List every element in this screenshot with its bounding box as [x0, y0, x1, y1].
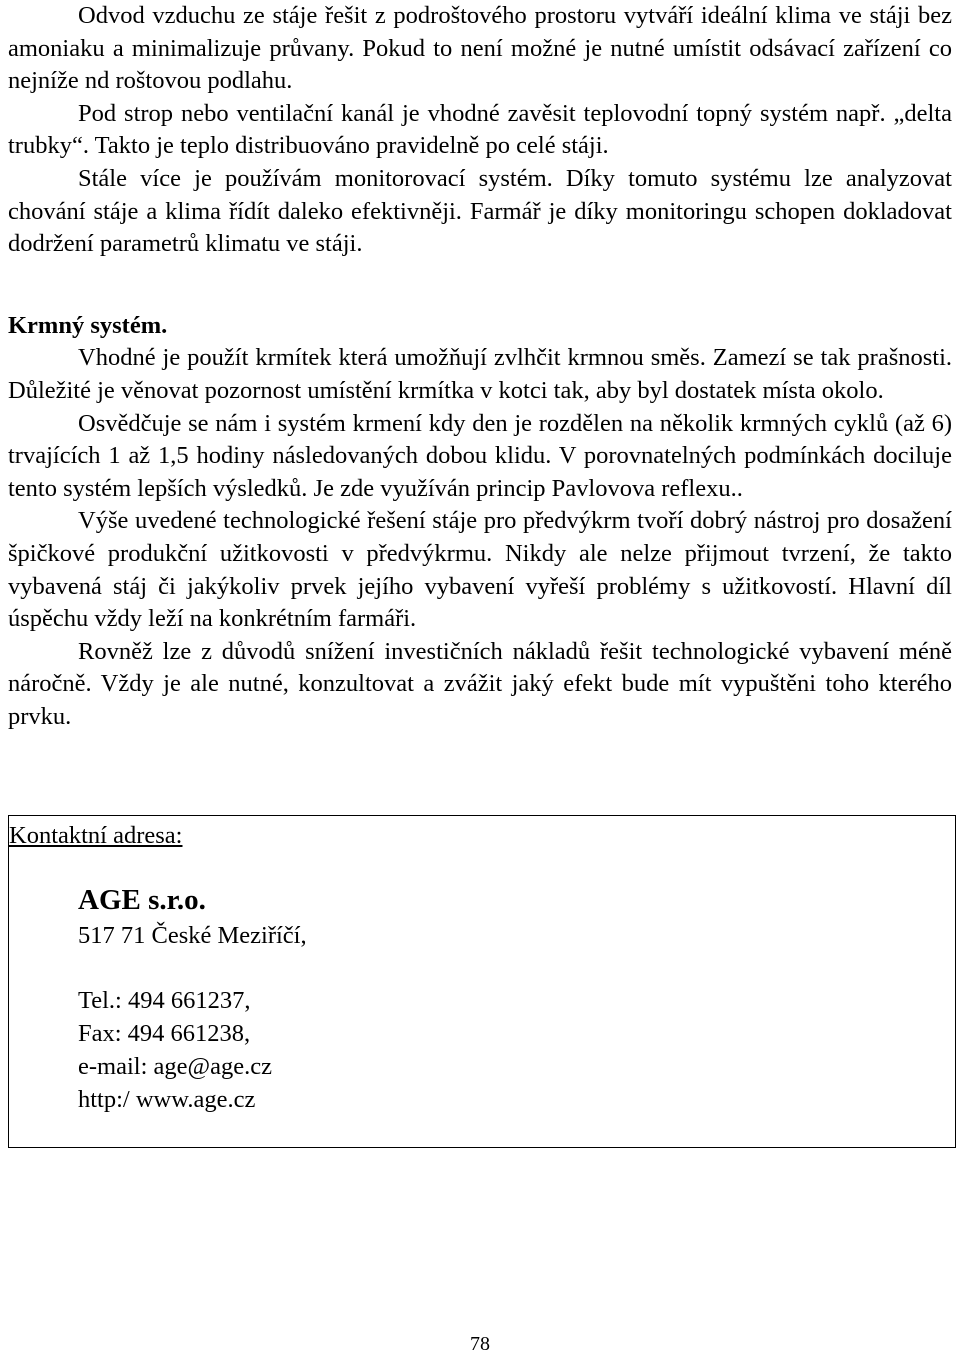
paragraph-heating-system: Pod strop nebo ventilační kanál je vhodné zavěsit teplovodní topný systém např. „delta trubky“. Takto je teplo distribuováno pravidelně po celé stáji. [8, 99, 952, 160]
contact-label: Kontaktní adresa: [9, 822, 183, 849]
document-page [8, 0, 952, 1113]
paragraph-cost-reduction: Rovněž lze z důvodů snížení investičních nákladů řešit technologické vybavení méně náročně. Vždy je ale nutné, konzultovat a zvážit jaký efekt bude mít vypuštěni toho kterého prvku. [8, 637, 952, 730]
section-spacer [8, 261, 952, 310]
paragraph-technology-summary: Výše uvedené technologické řešení stáje pro předvýkrm tvoří dobrý nástroj pro dosažení špičkové produkční užitkovosti v předvýkrmu. Nikdy ale nelze přijmout tvrzení, že takto vybavená stáj či jakýkoliv prvek jejího vybavení vyřeší problémy s užitkovostí. Hlavní díl úspěchu vždy leží na konkrétním farmáři. [8, 507, 952, 633]
paragraph-air-extraction: Odvod vzduchu ze stáje řešit z podroštového prostoru vytváří ideální klima ve stáji bez amoniaku a minimalizuje průvany. Pokud to není možné je nutné umístit odsávací zařízení co nejníže nd roštovou podlahu. [8, 2, 952, 95]
contact-email: e-mail: age@age.cz [78, 1053, 272, 1080]
paragraph-feeding-cycles: Osvědčuje se nám i systém krmení kdy den je rozdělen na několik krmných cyklů (až 6) trvajících 1 až 1,5 hodiny následovaných dobou klidu. V porovnatelných podmínkách dociluje tento systém lepších výsledků. Je zde využíván princip Pavlovova reflexu.. [8, 409, 952, 502]
company-name: AGE s.r.o. [78, 884, 206, 916]
contact-fax: Fax: 494 661238, [78, 1020, 251, 1047]
company-address: 517 71 České Meziříčí, [78, 922, 307, 949]
contact-website: http:/ www.age.cz [78, 1086, 256, 1113]
page-number: 78 [470, 1333, 490, 1355]
paragraph-feeders: Vhodné je použít krmítek která umožňují zvlhčit krmnou směs. Zamezí se tak prašnosti. Důležité je věnovat pozornost umístění krmítka v kotci tak, aby byl dostatek místa okolo. [8, 344, 952, 404]
contact-phone: Tel.: 494 661237, [78, 987, 251, 1014]
paragraph-monitoring-system: Stále více je používám monitorovací systém. Díky tomuto systému lze analyzovat chování stáje a klima řídít daleko efektivněji. Farmář je díky monitoringu schopen dokladovat dodržení parametrů klimatu ve stáji. [8, 164, 952, 258]
section-heading: Krmný systém. [8, 311, 168, 339]
contact-details [78, 984, 272, 1116]
